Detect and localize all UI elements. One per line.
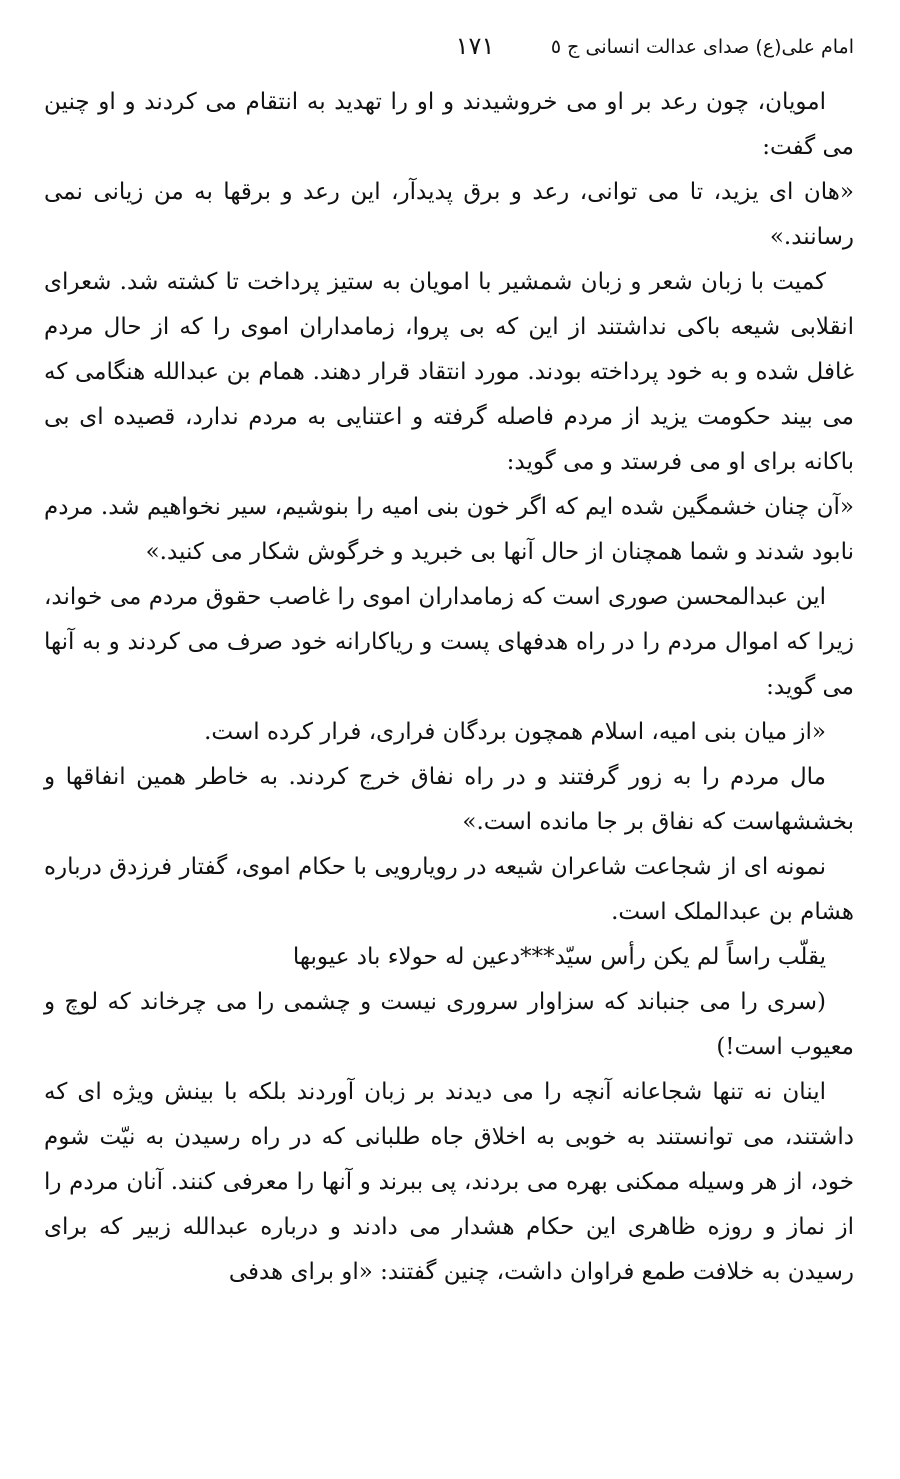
paragraph: کمیت با زبان شعر و زبان شمشیر با امویان به ستیز پرداخت تا کشته شد. شعرای انقلابی شیعه باکی نداشتند از این که بی پروا، زمامداران اموی را که از حال مردم غافل شده و به خود پرداخته بودند. مورد انتقاد قرار دهند. همام بن عبدالله هنگامی که می بیند حکومت یزید از مردم فاصله گرفته و اعتنایی به مردم ندارد، قصیده ای بی باکانه برای او می فرستد و می گوید: [44, 269, 854, 475]
paragraph: امویان، چون رعد بر او می خروشیدند و او را تهدید به انتقام می کردند و او چنین می گفت: [44, 89, 854, 160]
poem-verse: یقلّب راساً لم یکن رأس سیّد***دعین له حولاء باد عیوبها [292, 944, 826, 970]
quote-paragraph: «از میان بنی امیه، اسلام همچون بردگان فراری، فرار کرده است. [204, 719, 826, 745]
quote-paragraph: «آن چنان خشمگین شده ایم که اگر خون بنی امیه را بنوشیم، سیر نخواهیم شد. مردم نابود شدند و شما همچنان از حال آنها بی خبرید و خرگوش شکار می کنید.» [44, 494, 854, 565]
page-number: ۱۷۱ [455, 32, 495, 60]
running-title: امام علی(ع) صدای عدالت انسانی ج ٥ [550, 36, 854, 58]
body-text [44, 80, 854, 1295]
quote-paragraph: «هان ای یزید، تا می توانی، رعد و برق پدیدآر، این رعد و برقها به من زیانی نمی رسانند.» [44, 179, 854, 250]
paragraph: اینان نه تنها شجاعانه آنچه را می دیدند بر زبان آوردند بلکه با بینش ویژه ای که داشتند، می توانستند به خوبی به اخلاق جاه طلبانی که در راه رسیدن به نیّت شوم خود، از هر وسیله ممکنی بهره می بردند، پی ببرند و آنها را معرفی کنند. آنان مردم را از نماز و روزه ظاهری این حکام هشدار می دادند و درباره عبدالله زبیر که برای رسیدن به خلافت طمع فراوان داشت، چنین گفتند: «او برای هدفی [44, 1079, 854, 1285]
paragraph: این عبدالمحسن صوری است که زمامداران اموی را غاصب حقوق مردم می خواند، زیرا که اموال مردم را در راه هدفهای پست و ریاکارانه خود صرف می کردند و به آنها می گوید: [44, 584, 854, 700]
paragraph: نمونه ای از شجاعت شاعران شیعه در رویارویی با حکام اموی، گفتار فرزدق درباره هشام بن عبدالملک است. [44, 854, 854, 925]
page-header [40, 26, 854, 66]
verse-translation: (سری را می جنباند که سزاوار سروری نیست و چشمی را می چرخاند که لوچ و معیوب است!) [44, 989, 854, 1060]
quote-paragraph: مال مردم را به زور گرفتند و در راه نفاق خرج کردند. به خاطر همین انفاقها و بخششهاست که نفاق بر جا مانده است.» [44, 764, 854, 835]
